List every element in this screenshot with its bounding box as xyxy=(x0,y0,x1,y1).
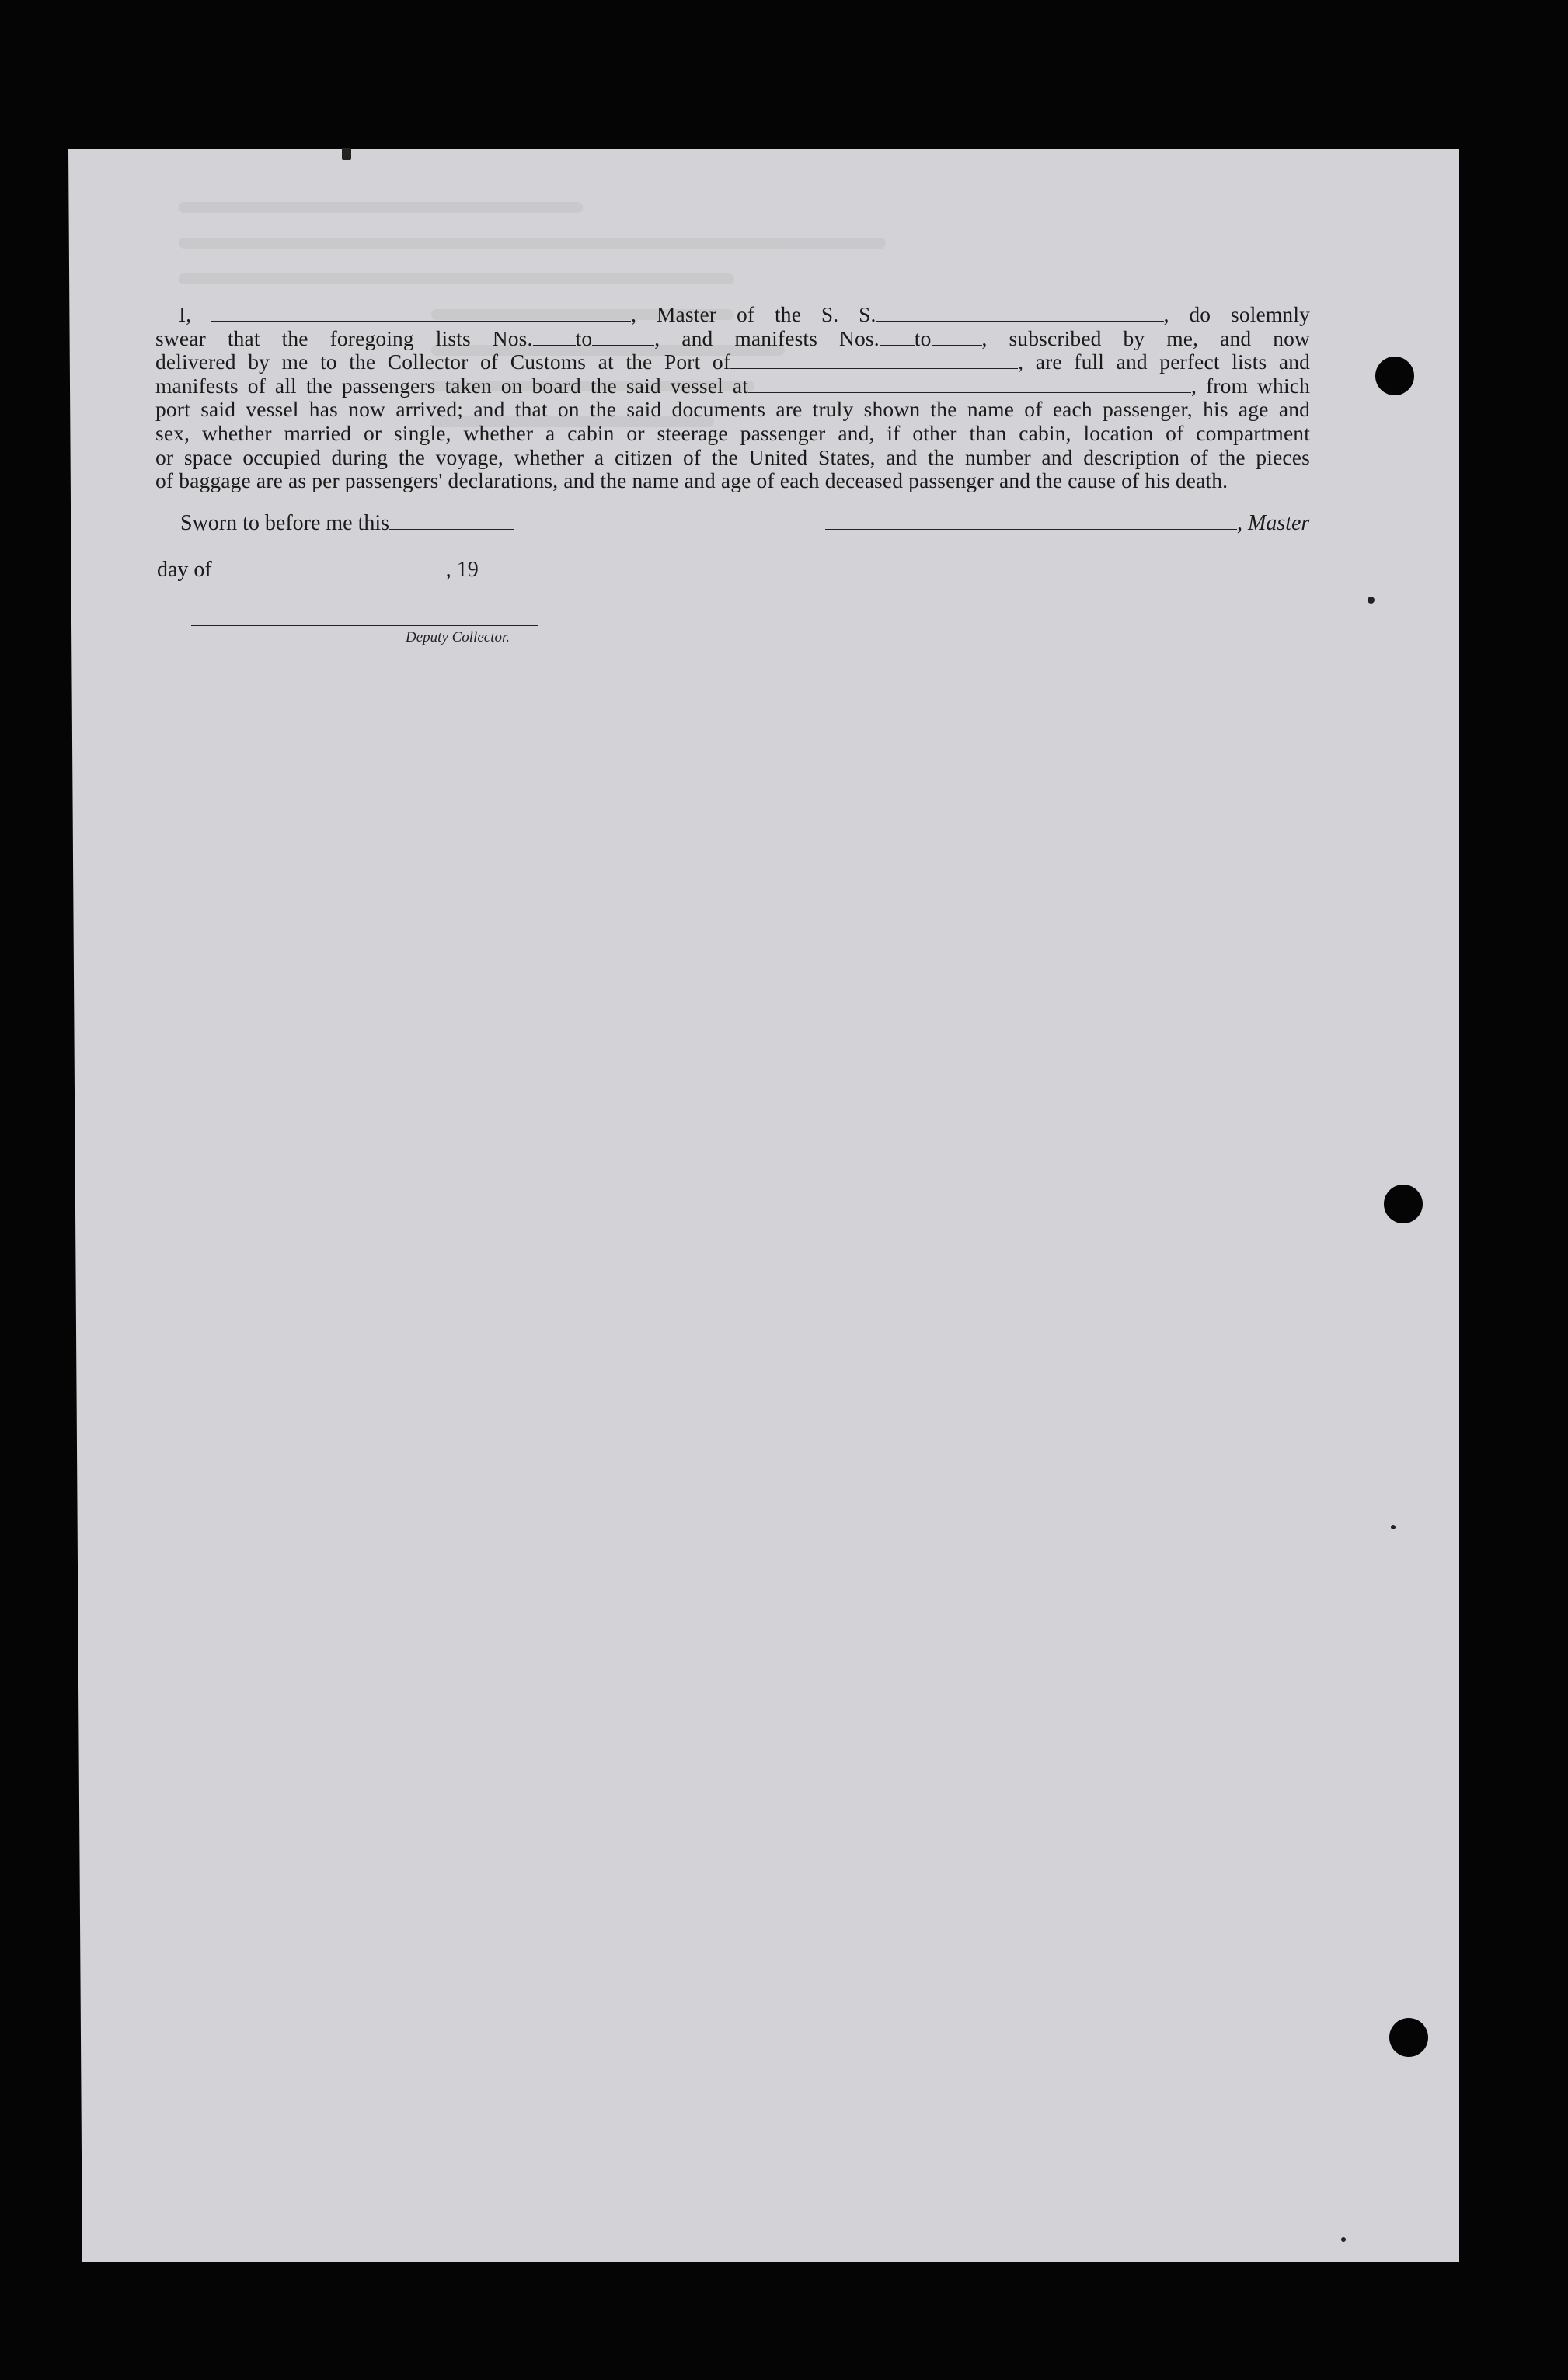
oath-line-2: swear that the foregoing lists Nos. to , and manifests Nos. to , subscribed by me, and now xyxy=(155,325,1310,350)
punch-hole-top xyxy=(1375,357,1414,395)
master-signature-line: , Master xyxy=(825,511,1309,536)
oath-line-5: port said vessel has now arrived; and that on the said documents are truly shown the name of each passenger, his age and xyxy=(155,397,1310,422)
scan-speck xyxy=(1368,597,1375,604)
port-blank[interactable] xyxy=(730,354,1018,369)
day-of-line: day of , 19 xyxy=(157,558,521,583)
lists-from-blank[interactable] xyxy=(533,331,576,346)
ship-name-blank[interactable] xyxy=(876,307,1164,322)
oath-line-3: delivered by me to the Collector of Customs at the Port of , are full and perfect lists and xyxy=(155,350,1310,374)
oath-line-6: sex, whether married or single, whether a cabin or steerage passenger and, if other than cabin, location of compartment xyxy=(155,420,1310,445)
oath-line-1: I, , Master of the S. S. , do solemnly xyxy=(179,302,1311,326)
boarding-port-blank[interactable] xyxy=(748,378,1191,393)
oath-line-4: manifests of all the passengers taken on board the said vessel at , from which xyxy=(155,373,1310,398)
sworn-day-blank[interactable] xyxy=(389,515,514,530)
deputy-collector-label: Deputy Collector. xyxy=(406,629,510,645)
deputy-signature-line[interactable] xyxy=(191,625,538,626)
scan-mark xyxy=(342,148,351,160)
manifests-from-blank[interactable] xyxy=(880,331,915,346)
scan-speck xyxy=(1341,2237,1346,2242)
year-blank[interactable] xyxy=(479,562,521,576)
punch-hole-middle xyxy=(1384,1185,1423,1223)
oath-paragraph xyxy=(155,303,1310,493)
oath-line-7: or space occupied during the voyage, whether a citizen of the United States, and the number and description of the pieces xyxy=(155,444,1310,469)
scan-speck xyxy=(1391,1525,1396,1529)
sworn-line: Sworn to before me this xyxy=(180,511,514,536)
master-name-blank[interactable] xyxy=(211,307,631,322)
month-blank[interactable] xyxy=(228,562,446,576)
oath-line-8: of baggage are as per passengers' declarations, and the name and age of each deceased passenger and the cause of his death. xyxy=(155,468,1228,493)
master-signature-blank[interactable] xyxy=(825,515,1237,530)
lists-to-blank[interactable] xyxy=(592,331,654,346)
manifests-to-blank[interactable] xyxy=(932,331,982,346)
punch-hole-bottom xyxy=(1389,2018,1428,2057)
